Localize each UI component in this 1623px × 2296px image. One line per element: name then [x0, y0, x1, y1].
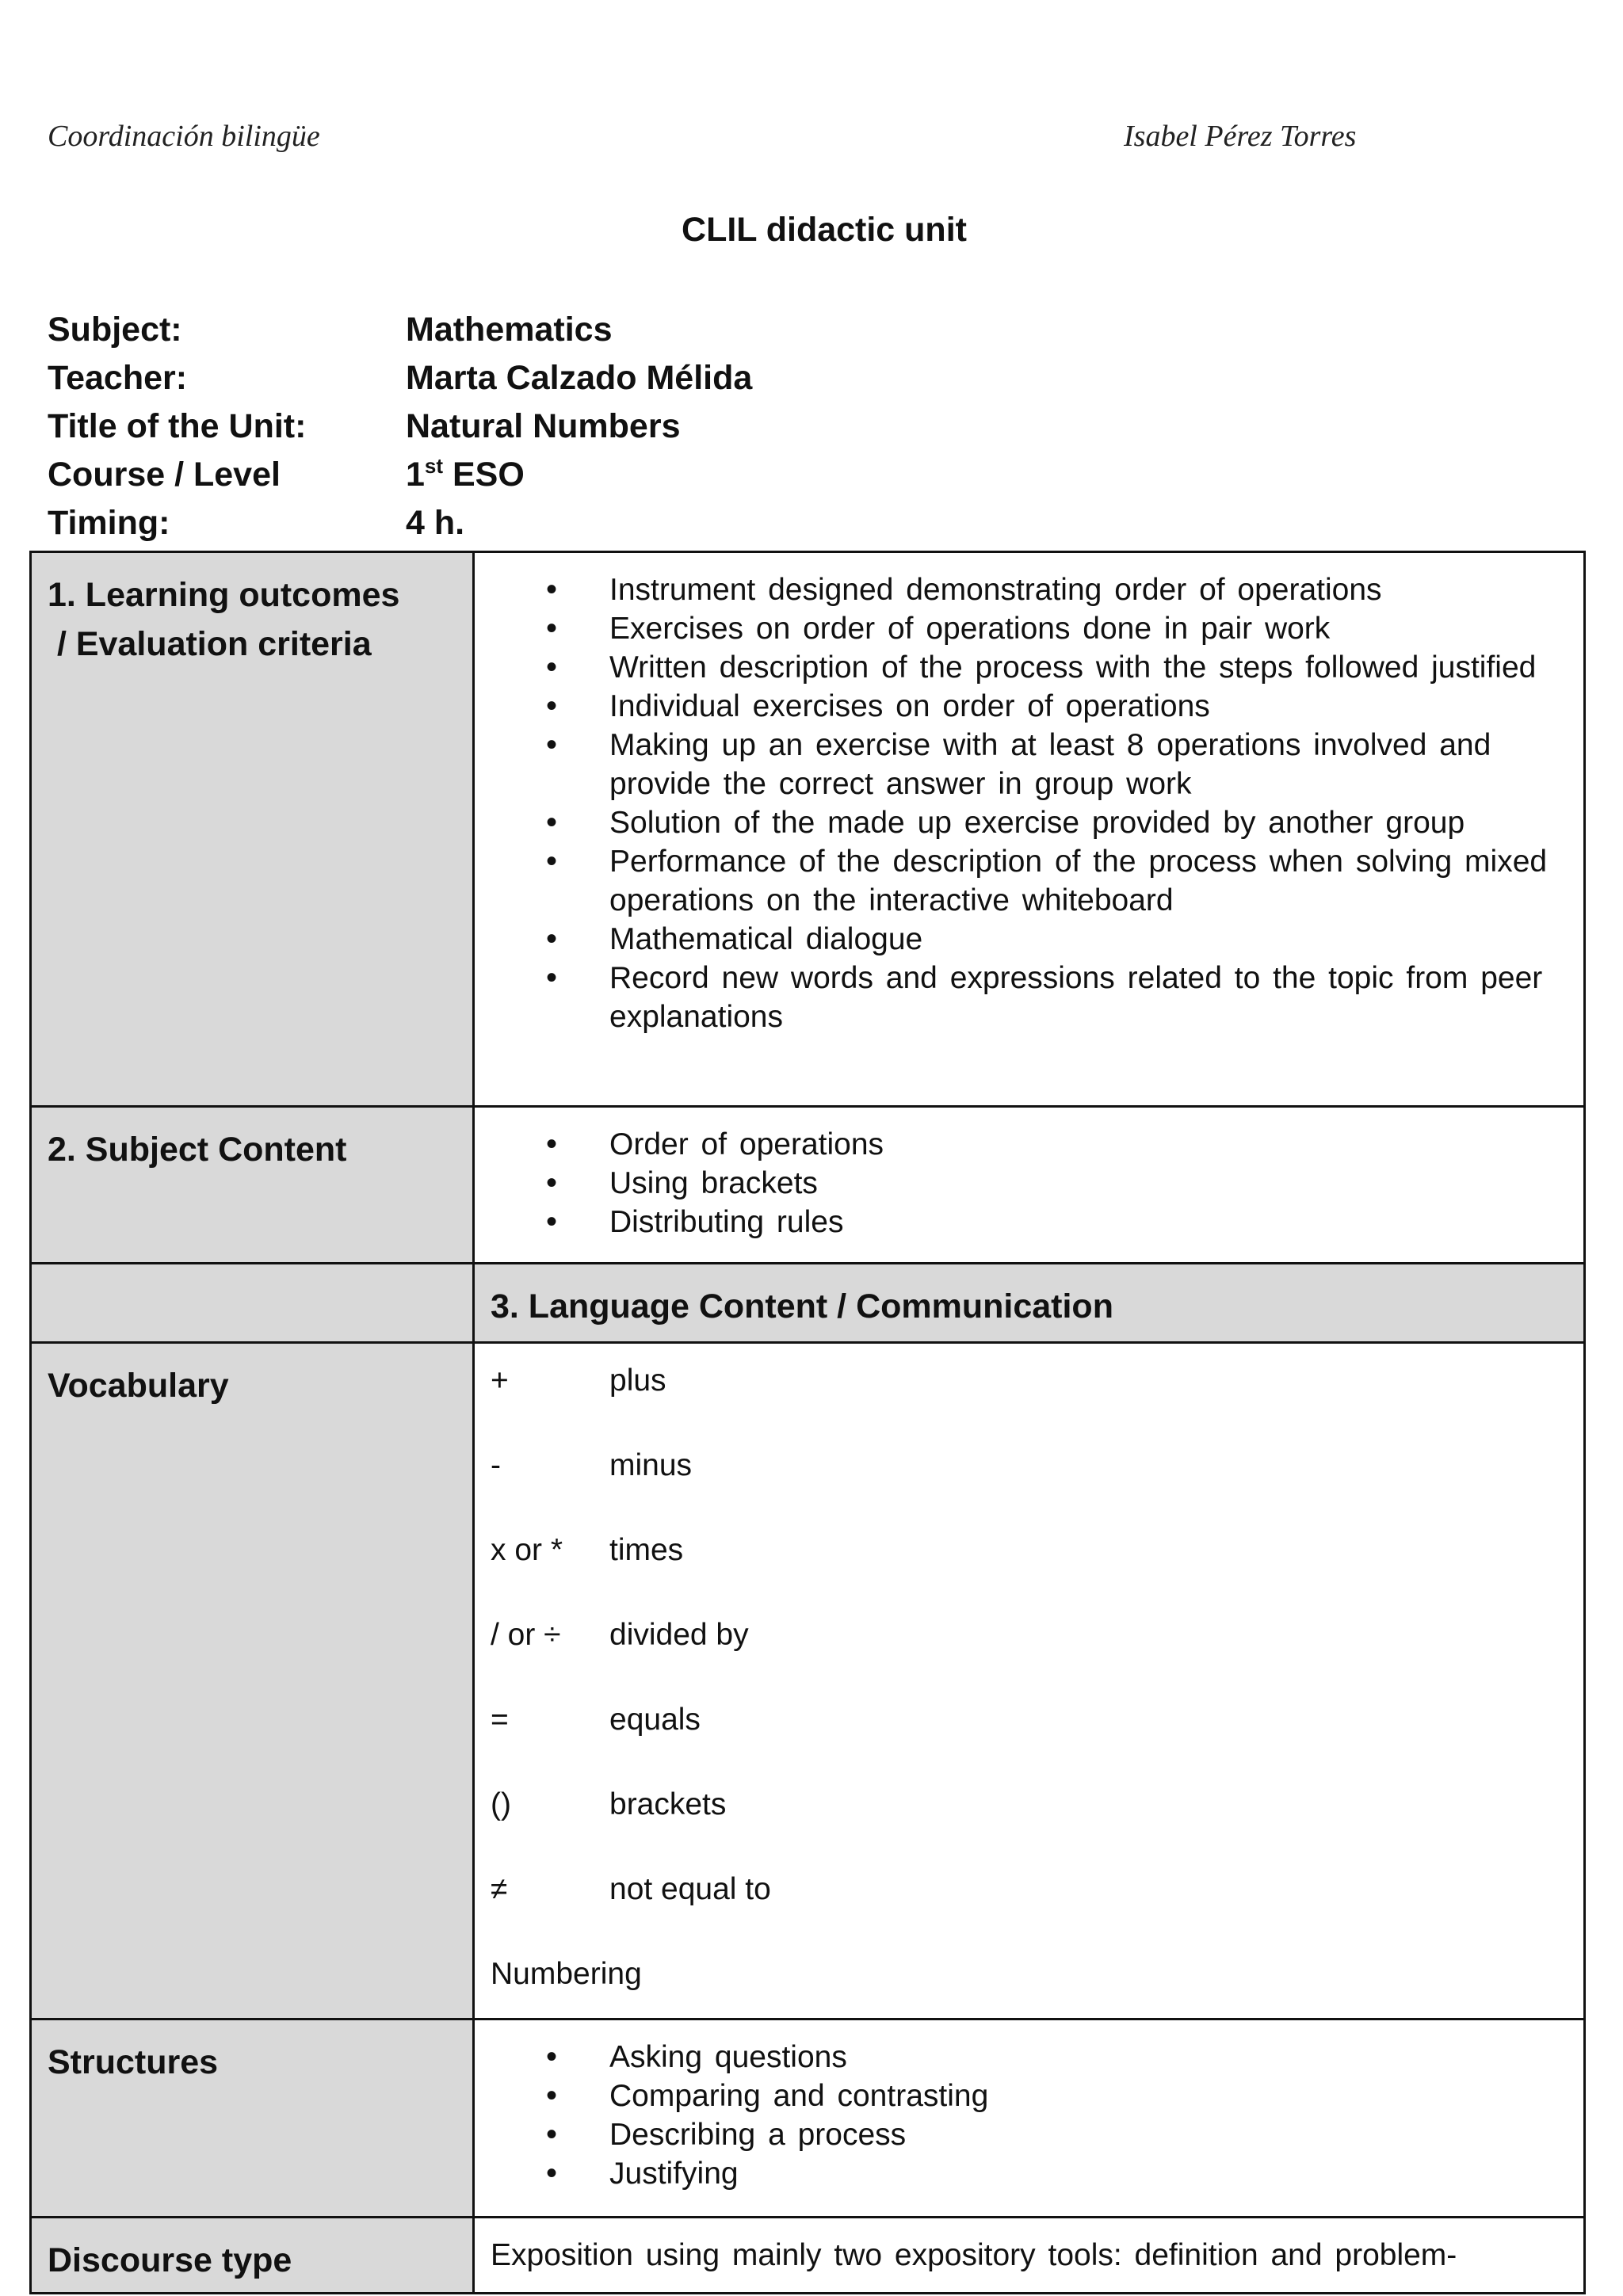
- vocab-symbol: -: [491, 1448, 501, 1482]
- timing-label: Timing:: [48, 504, 170, 542]
- discourse-type-content: [474, 2218, 1585, 2294]
- vocab-word: times: [609, 1533, 684, 1567]
- header-left: Coordinación bilingüe: [48, 120, 320, 153]
- vocab-word: divided by: [609, 1618, 749, 1652]
- list-item: • Justifying: [475, 2154, 1552, 2193]
- vocab-symbol: ≠: [491, 1872, 508, 1906]
- course-value: [406, 451, 525, 499]
- document-title: CLIL didactic unit: [682, 211, 967, 249]
- course-ordinal: st: [424, 454, 444, 478]
- learning-outcomes-list: [475, 553, 1583, 1047]
- structures-label: Structures: [48, 2043, 219, 2081]
- unit-title-label: Title of the Unit:: [48, 407, 307, 445]
- course-stage: ESO: [443, 456, 525, 494]
- vocab-row: [491, 1446, 1568, 1531]
- vocabulary-label: Vocabulary: [48, 1367, 229, 1405]
- vocab-row: [491, 1361, 1568, 1446]
- language-heading-cell: [474, 1264, 1585, 1343]
- evaluation-criteria-label: / Evaluation criteria: [48, 625, 372, 663]
- vocab-symbol: +: [491, 1363, 509, 1398]
- header-right: Isabel Pérez Torres: [1124, 120, 1357, 153]
- timing-value: 4 h.: [406, 504, 465, 542]
- vocab-row: [491, 1785, 1568, 1870]
- vocab-row: [491, 1531, 1568, 1615]
- discourse-type-text: Exposition using mainly two expository tools: definition and problem-: [491, 2238, 1457, 2272]
- vocab-word: brackets: [609, 1787, 727, 1821]
- row-discourse-type: [31, 2218, 1585, 2294]
- learning-outcomes-content: [474, 552, 1585, 1107]
- course-label: Course / Level: [48, 456, 281, 494]
- discourse-type-label-cell: [31, 2218, 474, 2294]
- list-item: • Exercises on order of operations done in pair work: [475, 609, 1552, 648]
- list-item: • Record new words and expressions related to the topic from peer explanations: [475, 959, 1552, 1036]
- subject-content-label: 2. Subject Content: [48, 1131, 347, 1169]
- vocab-symbol: x or *: [491, 1533, 563, 1567]
- vocab-word: plus: [609, 1363, 666, 1398]
- row-subject-content: [31, 1107, 1585, 1264]
- language-heading-blank-cell: [31, 1264, 474, 1343]
- list-item: • Distributing rules: [475, 1203, 1552, 1241]
- list-item: • Mathematical dialogue: [475, 920, 1552, 959]
- subject-content-list: [475, 1108, 1583, 1253]
- vocabulary-label-cell: [31, 1343, 474, 2019]
- structures-list: [475, 2020, 1583, 2204]
- learning-outcomes-label-cell: [31, 552, 474, 1107]
- language-content-heading: 3. Language Content / Communication: [491, 1287, 1113, 1325]
- teacher-value: Marta Calzado Mélida: [406, 359, 753, 397]
- vocab-symbol: (): [491, 1787, 511, 1821]
- vocabulary-list: [475, 1344, 1583, 2018]
- list-item: • Using brackets: [475, 1164, 1552, 1203]
- vocab-row: [491, 1700, 1568, 1785]
- vocab-row: [491, 1615, 1568, 1700]
- row-vocabulary: [31, 1343, 1585, 2019]
- course-number: 1: [406, 456, 425, 494]
- learning-outcomes-label: 1. Learning outcomes: [48, 576, 400, 614]
- structures-content: [474, 2019, 1585, 2218]
- vocab-word: not equal to: [609, 1872, 771, 1906]
- list-item: • Instrument designed demonstrating order of operations: [475, 570, 1552, 609]
- vocab-symbol: =: [491, 1703, 509, 1737]
- list-item: • Asking questions: [475, 2038, 1552, 2077]
- discourse-type-label: Discourse type: [48, 2241, 292, 2279]
- list-item: • Individual exercises on order of operations: [475, 687, 1552, 726]
- list-item: • Order of operations: [475, 1125, 1552, 1164]
- row-learning-outcomes: [31, 552, 1585, 1107]
- list-item: • Solution of the made up exercise provided by another group: [475, 803, 1552, 842]
- vocab-word: equals: [609, 1703, 701, 1737]
- subject-value: Mathematics: [406, 311, 613, 349]
- subject-content-content: [474, 1107, 1585, 1264]
- row-structures: [31, 2019, 1585, 2218]
- subject-label: Subject:: [48, 311, 182, 349]
- vocab-row: [491, 1870, 1568, 1955]
- vocab-word: minus: [609, 1448, 693, 1482]
- vocab-note: Numbering: [491, 1957, 642, 1991]
- list-item: • Making up an exercise with at least 8 operations involved and provide the correct answer in group work: [475, 726, 1552, 803]
- vocabulary-content: [474, 1343, 1585, 2019]
- list-item: • Performance of the description of the process when solving mixed operations on the interactive whiteboard: [475, 842, 1552, 920]
- vocab-symbol: / or ÷: [491, 1618, 561, 1652]
- list-item: • Comparing and contrasting: [475, 2077, 1552, 2115]
- row-language-heading: [31, 1264, 1585, 1343]
- subject-content-label-cell: [31, 1107, 474, 1264]
- list-item: • Describing a process: [475, 2115, 1552, 2154]
- structures-label-cell: [31, 2019, 474, 2218]
- teacher-label: Teacher:: [48, 359, 188, 397]
- list-item: • Written description of the process with the steps followed justified: [475, 648, 1552, 687]
- unit-table: [29, 551, 1586, 2294]
- unit-title-value: Natural Numbers: [406, 407, 681, 445]
